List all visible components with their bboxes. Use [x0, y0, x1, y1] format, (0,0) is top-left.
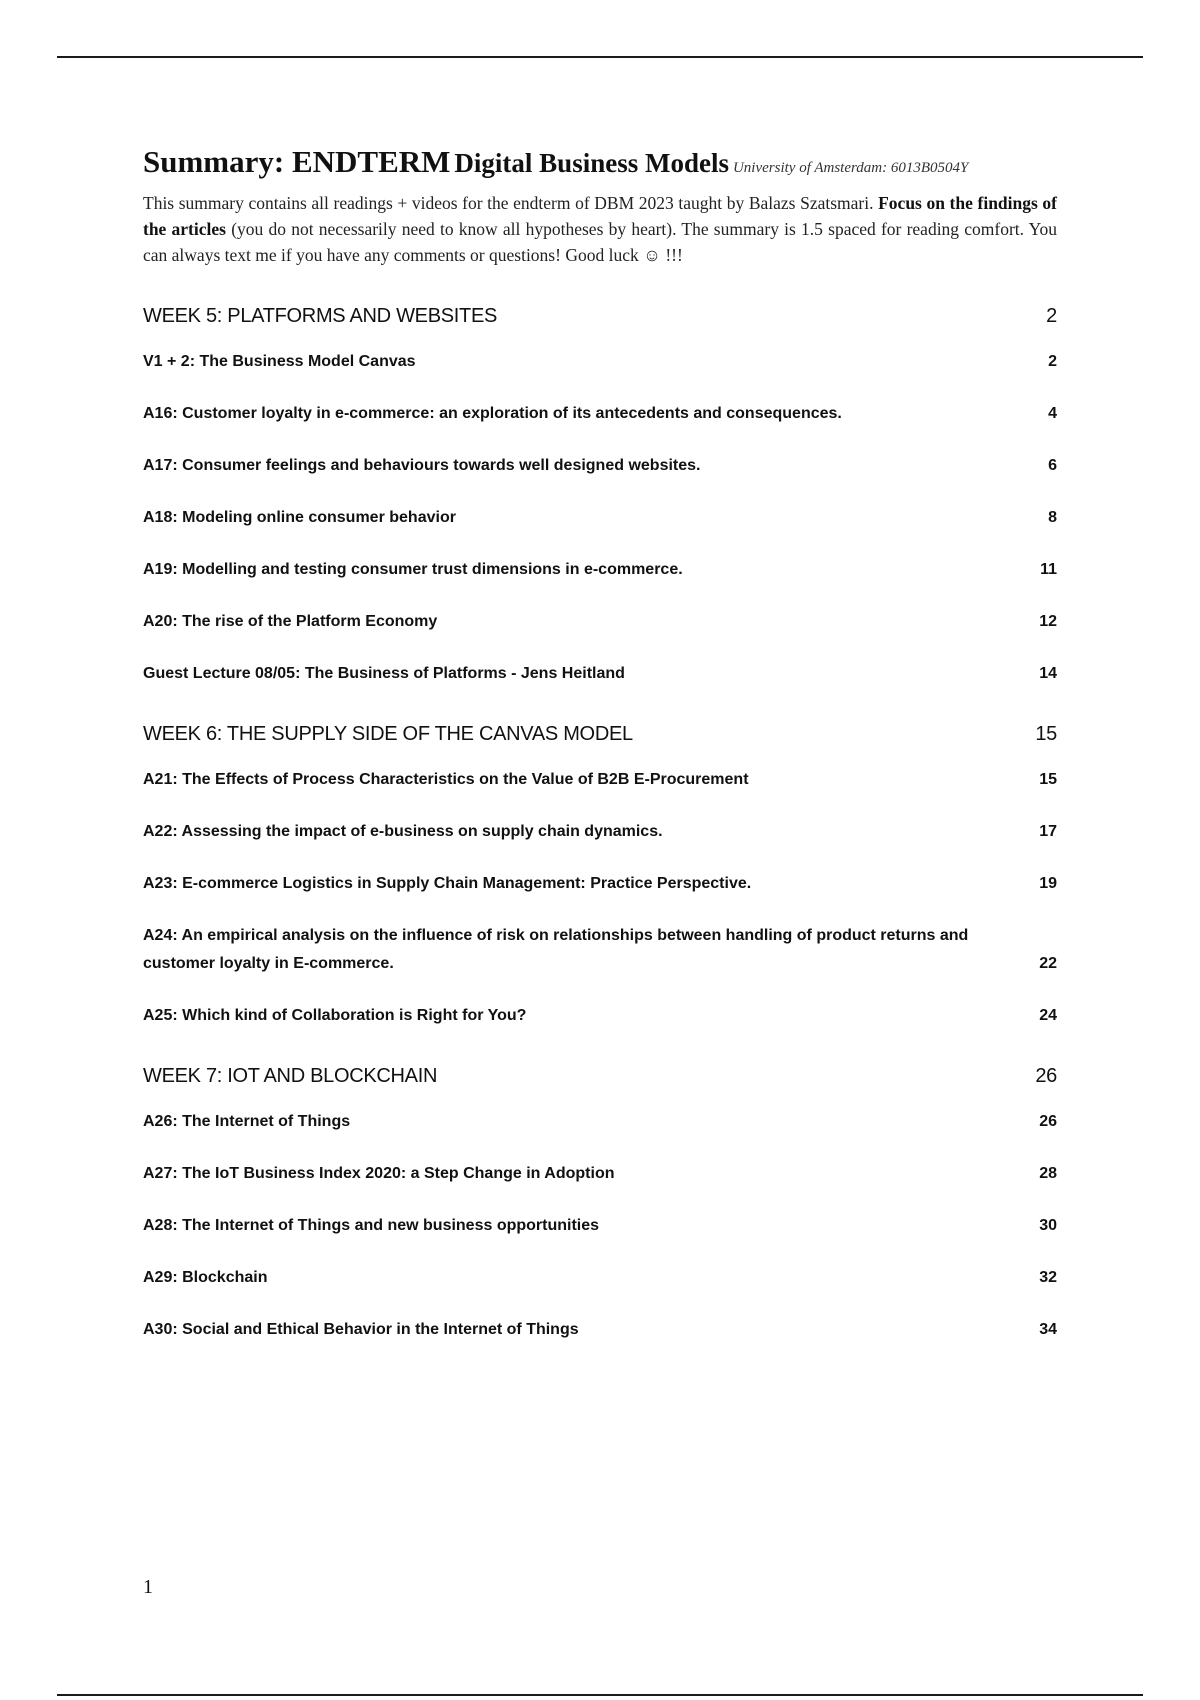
toc-entry-label: A20: The rise of the Platform Economy: [143, 613, 438, 630]
toc-entry-label: Guest Lecture 08/05: The Business of Platforms - Jens Heitland: [143, 665, 625, 682]
toc-entry-page: 4: [1048, 405, 1057, 422]
toc-entry-label: A21: The Effects of Process Characteristics on the Value of B2B E-Procurement: [143, 771, 749, 788]
toc-entry-label: A19: Modelling and testing consumer trust dimensions in e-commerce.: [143, 561, 683, 578]
toc-entry[interactable]: [143, 912, 1057, 992]
toc-entry-page: 24: [1039, 1007, 1057, 1024]
toc-week-section: [143, 294, 1057, 702]
toc-entry-page: 17: [1039, 823, 1057, 840]
toc-entry[interactable]: [143, 1306, 1057, 1358]
toc-entry[interactable]: [143, 756, 1057, 808]
toc-entry[interactable]: [143, 390, 1057, 442]
toc-week-section: [143, 712, 1057, 1044]
toc-entry-page: 15: [1039, 771, 1057, 788]
toc-entry-label: A22: Assessing the impact of e-business on supply chain dynamics.: [143, 823, 663, 840]
toc-week-heading-page: 15: [1035, 722, 1057, 745]
toc-entry-page: 2: [1048, 353, 1057, 370]
toc-entry[interactable]: [143, 1150, 1057, 1202]
toc-entry-page: 8: [1048, 509, 1057, 526]
toc-entry-label: A27: The IoT Business Index 2020: a Step Change in Adoption: [143, 1165, 615, 1182]
toc-week-heading-label: WEEK 7: IOT AND BLOCKCHAIN: [143, 1064, 438, 1087]
toc-entry-page: 28: [1039, 1165, 1057, 1182]
toc-entry[interactable]: [143, 442, 1057, 494]
toc-entry-label: A18: Modeling online consumer behavior: [143, 509, 456, 526]
toc-entry[interactable]: [143, 992, 1057, 1044]
toc-entry-label: A30: Social and Ethical Behavior in the Internet of Things: [143, 1321, 579, 1338]
toc-week-heading[interactable]: [143, 712, 1057, 756]
table-of-contents: [143, 294, 1057, 1358]
document-title: [143, 140, 1057, 190]
toc-entry-label: A29: Blockchain: [143, 1269, 268, 1286]
intro-paragraph: [143, 190, 1057, 268]
toc-week-heading-page: 2: [1046, 304, 1057, 327]
intro-text-1: This summary contains all readings + videos for the endterm of DBM 2023 taught by Balazs Szatsmari.: [143, 193, 874, 213]
toc-entry-page: 6: [1048, 457, 1057, 474]
toc-entry-label: A17: Consumer feelings and behaviours towards well designed websites.: [143, 457, 701, 474]
toc-entry-page: 14: [1039, 665, 1057, 682]
toc-week-heading-label: WEEK 6: THE SUPPLY SIDE OF THE CANVAS MODEL: [143, 722, 633, 745]
toc-entry-page: 12: [1039, 613, 1057, 630]
toc-entry[interactable]: [143, 546, 1057, 598]
toc-entry-label: A16: Customer loyalty in e-commerce: an exploration of its antecedents and consequences.: [143, 405, 842, 422]
toc-entry-label: A26: The Internet of Things: [143, 1113, 351, 1130]
toc-entry[interactable]: [143, 1254, 1057, 1306]
toc-week-section: [143, 1054, 1057, 1358]
toc-week-heading[interactable]: [143, 294, 1057, 338]
bottom-rule: [57, 1694, 1143, 1696]
toc-entry[interactable]: [143, 494, 1057, 546]
toc-entry-page: 26: [1039, 1113, 1057, 1130]
toc-entry[interactable]: [143, 808, 1057, 860]
toc-entry-label: A23: E-commerce Logistics in Supply Chain Management: Practice Perspective.: [143, 875, 752, 892]
intro-bold: Focus on the findings of the articles: [143, 193, 1057, 239]
toc-entry-page: 11: [1040, 561, 1057, 578]
page-number: 1: [143, 1576, 153, 1598]
toc-entry-page: 30: [1039, 1217, 1057, 1234]
toc-entry-page: 34: [1039, 1321, 1057, 1338]
toc-entry-page: 32: [1039, 1269, 1057, 1286]
toc-entry[interactable]: [143, 860, 1057, 912]
toc-week-heading[interactable]: [143, 1054, 1057, 1098]
toc-entry-label: A28: The Internet of Things and new business opportunities: [143, 1217, 600, 1234]
toc-week-heading-label: WEEK 5: PLATFORMS AND WEBSITES: [143, 304, 498, 327]
toc-entry[interactable]: [143, 598, 1057, 650]
toc-entry-label: A24: An empirical analysis on the influence of risk on relationships between handling of product returns and customer loyalty in E-commerce.: [143, 927, 969, 972]
top-rule: [57, 56, 1143, 58]
toc-week-heading-page: 26: [1035, 1064, 1057, 1087]
title-summary: Summary: ENDTERM: [143, 144, 451, 179]
toc-entry[interactable]: [143, 1202, 1057, 1254]
toc-entry[interactable]: [143, 1098, 1057, 1150]
title-university: University of Amsterdam: 6013B0504Y: [732, 160, 969, 176]
toc-entry-page: 22: [1039, 955, 1057, 972]
toc-entry[interactable]: [143, 650, 1057, 702]
page-content: [143, 140, 1057, 1368]
toc-entry[interactable]: [143, 338, 1057, 390]
toc-entry-page: 19: [1039, 875, 1057, 892]
toc-entry-label: V1 + 2: The Business Model Canvas: [143, 353, 416, 370]
title-course: Digital Business Models: [454, 148, 729, 178]
intro-text-2: (you do not necessarily need to know all hypotheses by heart). The summary is 1.5 spaced for reading comfort. You can always text me if you have any comments or questions! Good luck ☺ !!!: [143, 219, 1057, 265]
toc-entry-label: A25: Which kind of Collaboration is Right for You?: [143, 1007, 527, 1024]
